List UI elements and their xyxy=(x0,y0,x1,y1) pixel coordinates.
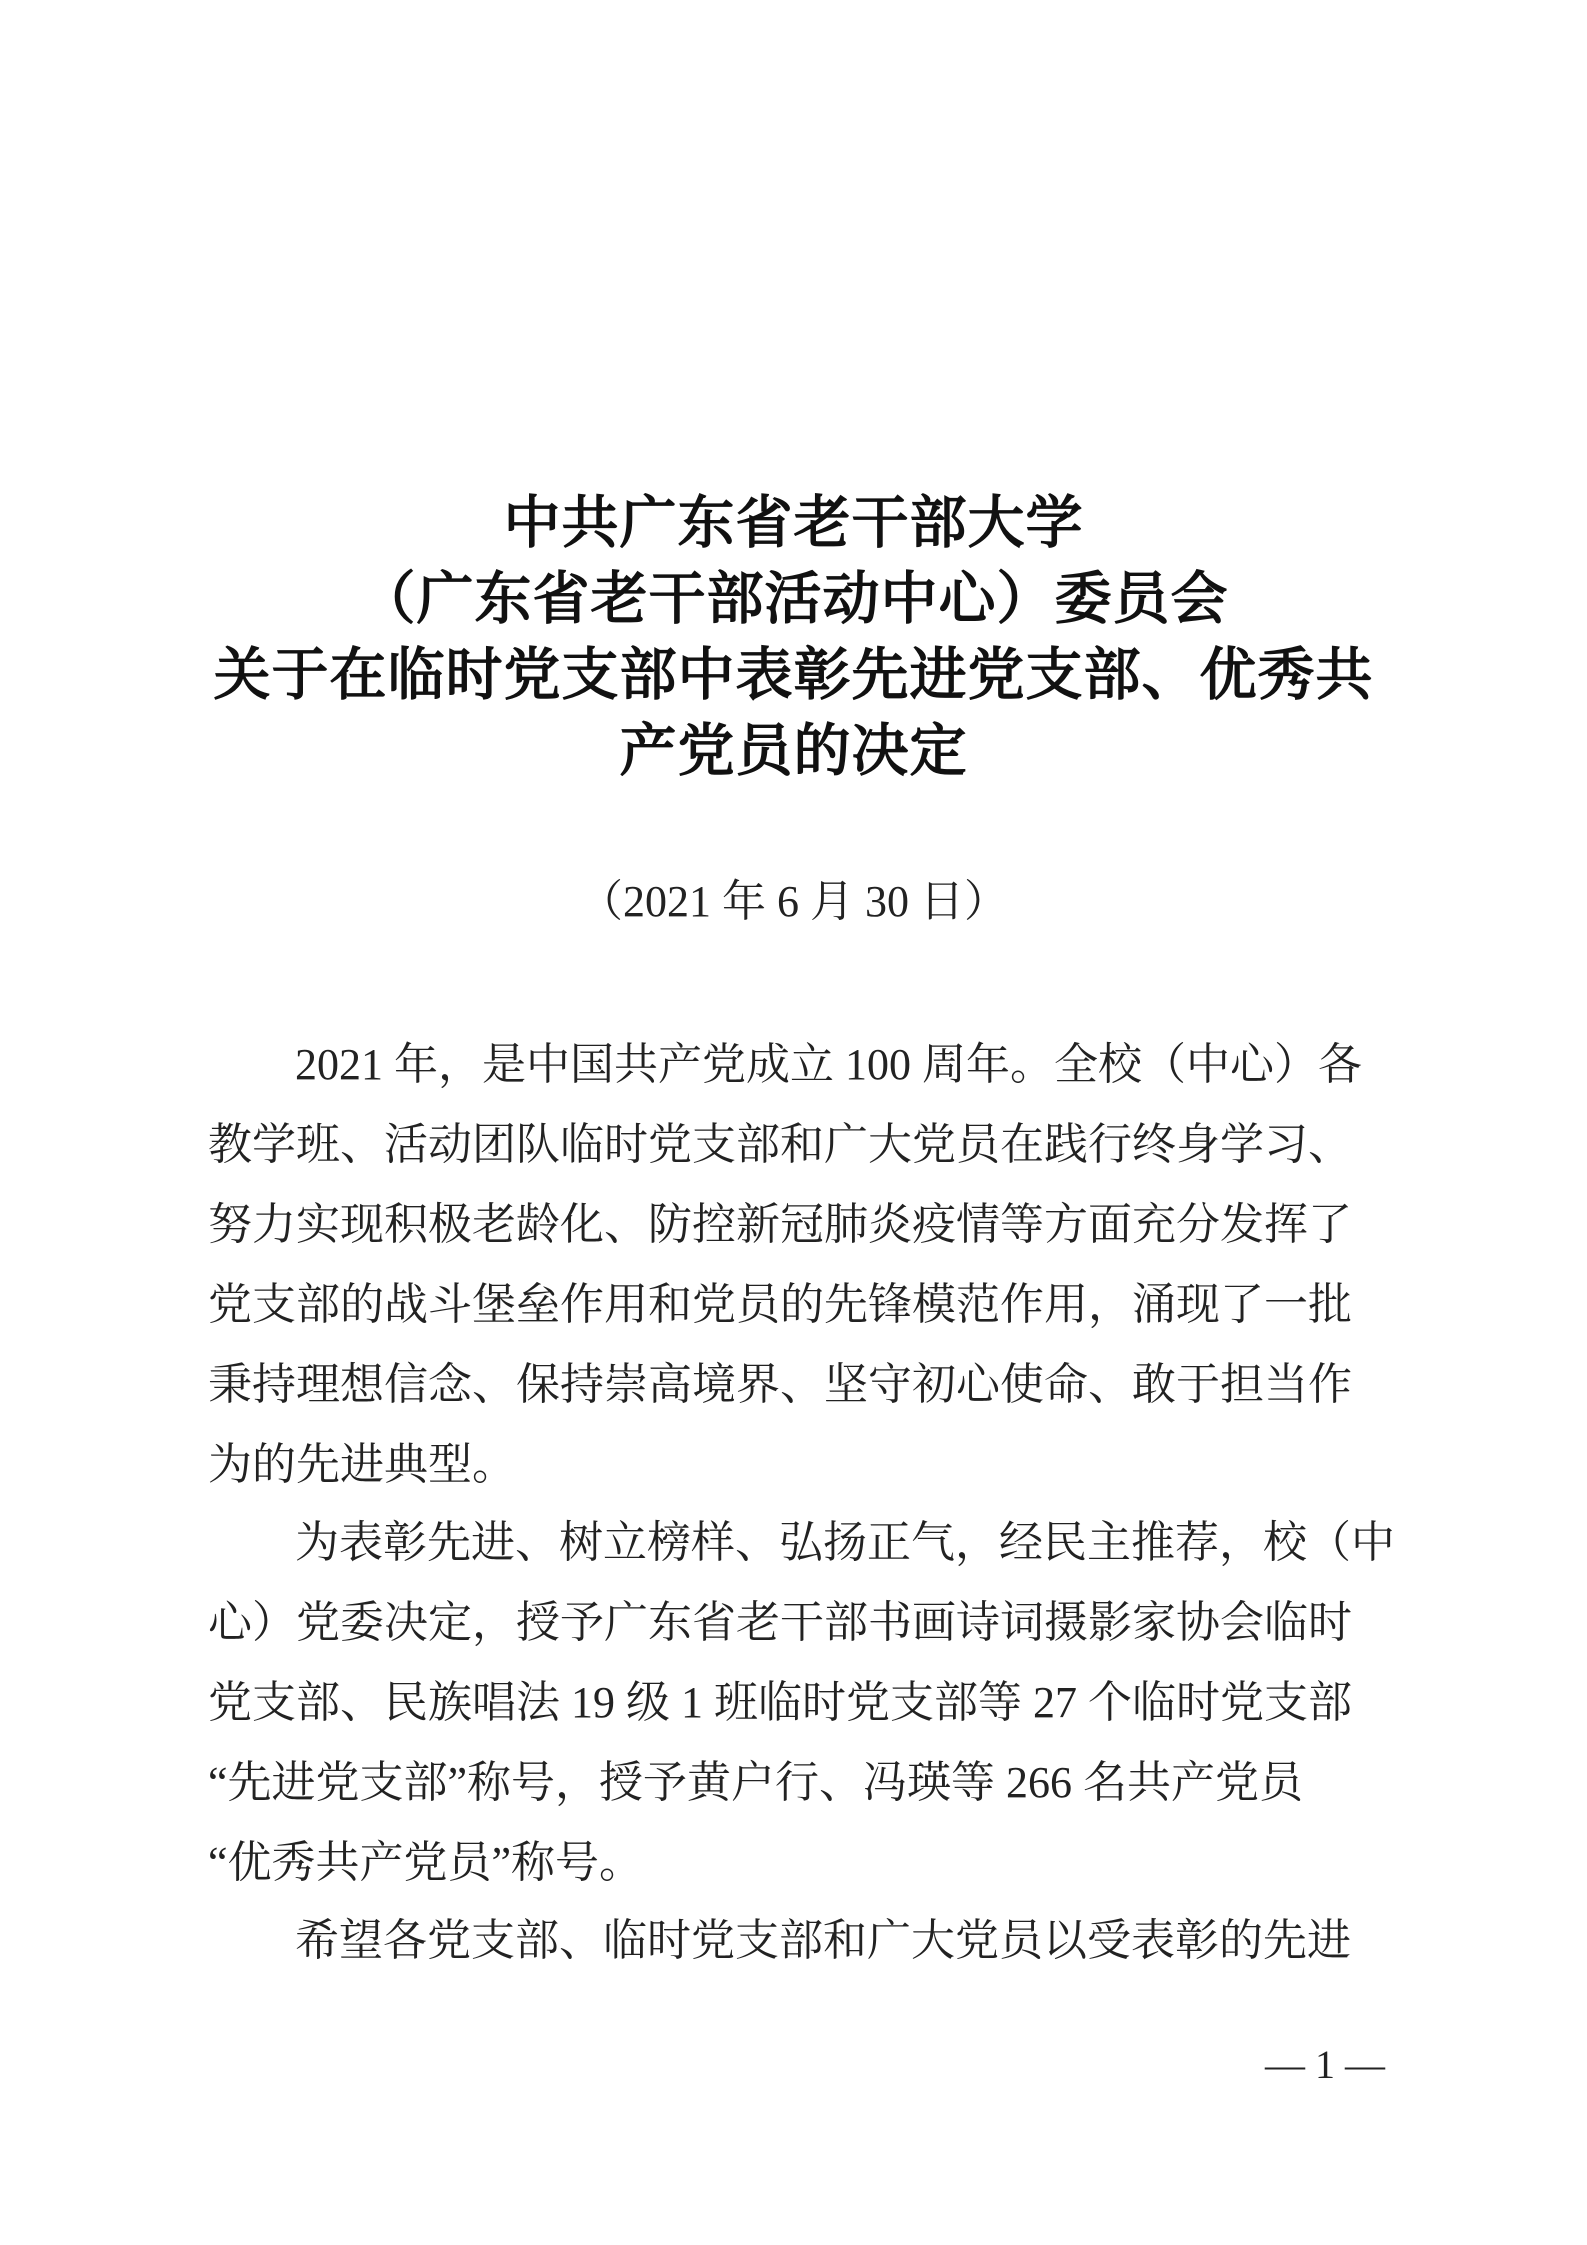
body-line: 党支部、民族唱法 19 级 1 班临时党支部等 27 个临时党支部 xyxy=(208,1678,1352,1727)
body-line: 2021 年，是中国共产党成立 100 周年。全校（中心）各 xyxy=(295,1040,1362,1089)
body-line: 心）党委决定，授予广东省老干部书画诗词摄影家协会临时 xyxy=(208,1598,1352,1647)
title-line-4: 产党员的决定 xyxy=(619,717,968,784)
document-date: （2021 年 6 月 30 日） xyxy=(579,877,1008,926)
body-line: 希望各党支部、临时党支部和广大党员以受表彰的先进 xyxy=(295,1916,1351,1965)
body-line: 为的先进典型。 xyxy=(208,1440,516,1489)
body-line: 教学班、活动团队临时党支部和广大党员在践行终身学习、 xyxy=(208,1120,1352,1169)
page-number: — 1 — xyxy=(1265,2042,1385,2087)
title-line-3: 关于在临时党支部中表彰先进党支部、优秀共 xyxy=(213,641,1374,708)
body-line: 努力实现积极老龄化、防控新冠肺炎疫情等方面充分发挥了 xyxy=(208,1200,1352,1249)
title-line-1: 中共广东省老干部大学 xyxy=(503,489,1084,556)
body-line: 秉持理想信念、保持崇高境界、坚守初心使命、敢于担当作 xyxy=(208,1360,1352,1409)
body-line: “优秀共产党员”称号。 xyxy=(208,1838,644,1887)
body-line: 党支部的战斗堡垒作用和党员的先锋模范作用，涌现了一批 xyxy=(208,1280,1352,1329)
document-title xyxy=(0,485,1587,789)
body-line: 为表彰先进、树立榜样、弘扬正气，经民主推荐，校（中 xyxy=(295,1518,1395,1567)
body-line: “先进党支部”称号，授予黄户行、冯瑛等 266 名共产党员 xyxy=(208,1758,1304,1807)
title-line-2: （广东省老干部活动中心）委员会 xyxy=(358,565,1229,632)
